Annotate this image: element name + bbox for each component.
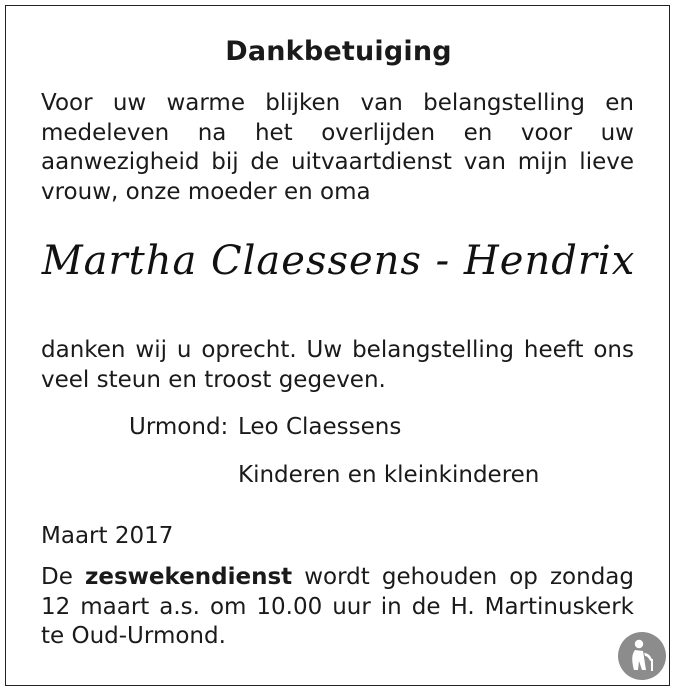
service-prefix: De xyxy=(41,564,73,590)
notice-title: Dankbetuiging xyxy=(225,36,452,67)
signature-place: Urmond: xyxy=(129,414,229,440)
intro-paragraph: Voor uw warme blijken van belangstelling en medeleven na het overlijden en voor uw aanwezigheid bij de uitvaartdienst van mijn lieve vrouw, onze moeder en oma xyxy=(41,90,634,205)
signature-signer: Leo Claessens xyxy=(238,414,402,440)
deceased-name: Martha Claessens - Hendrix xyxy=(41,238,636,284)
service-paragraph xyxy=(41,563,634,652)
memorial-figure-icon xyxy=(617,631,667,681)
signature-family: Kinderen en kleinkinderen xyxy=(238,462,540,488)
service-details: wordt gehouden op zondag 12 maart a.s. om 10.00 uur in de H. Martinuskerk te Oud-Urmond. xyxy=(41,564,634,649)
notice-date: Maart 2017 xyxy=(41,523,174,549)
service-emphasis: zeswekendienst xyxy=(84,564,293,590)
thanks-paragraph: danken wij u oprecht. Uw belangstelling heeft ons veel steun en troost gegeven. xyxy=(41,337,634,393)
